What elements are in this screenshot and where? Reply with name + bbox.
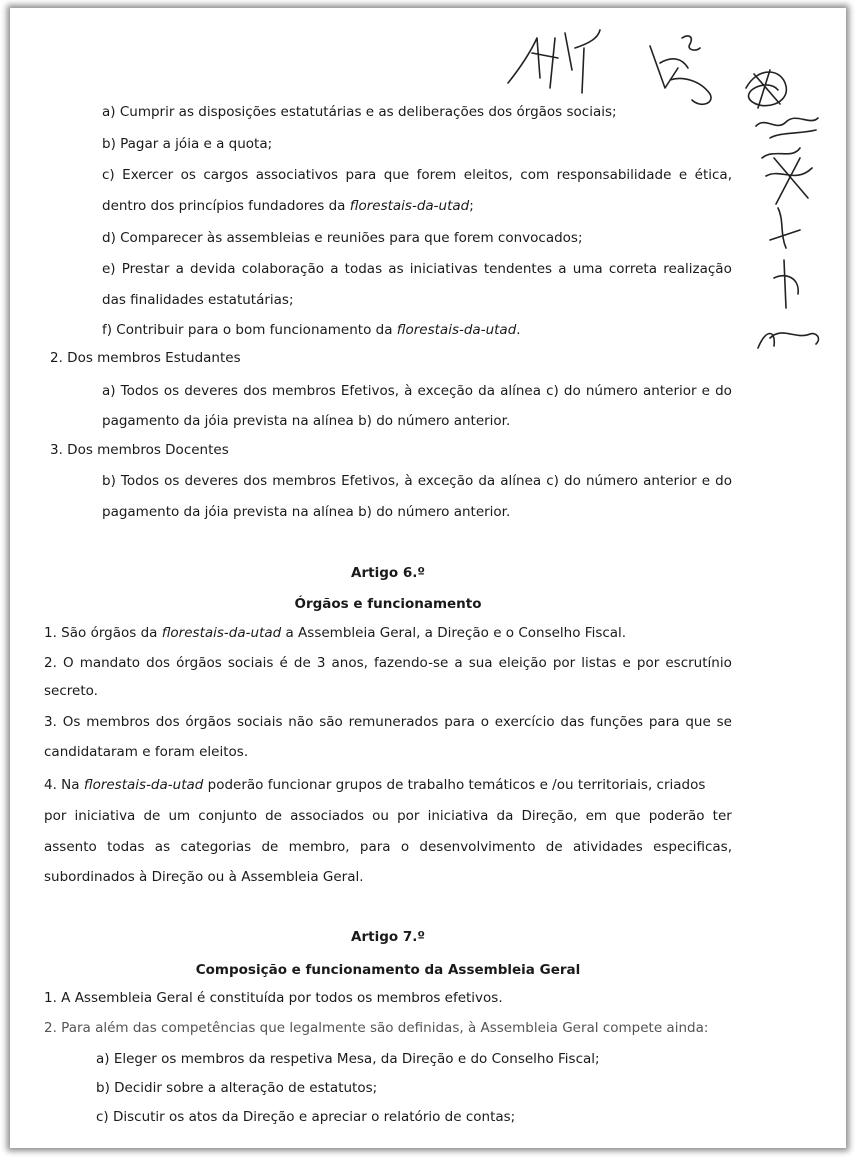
art5-point-2: 2. Dos membros Estudantes <box>50 350 241 366</box>
word: anos, <box>331 655 368 671</box>
word: alínea <box>500 473 542 489</box>
text-run: 4. Na <box>44 777 84 793</box>
word: da <box>478 473 496 489</box>
word: por <box>552 655 576 671</box>
word: se <box>716 714 732 730</box>
art5-item-a: a) Cumprir as disposições estatutárias e as deliberações dos órgãos sociais; <box>102 104 617 120</box>
art5-item-d: d) Comparecer às assembleias e reuniões para que forem convocados; <box>102 230 583 246</box>
word: c) <box>102 167 115 183</box>
word: que <box>685 714 711 730</box>
word: e <box>678 167 688 183</box>
word: da <box>478 383 495 399</box>
art7-title: Composição e funcionamento da Assembleia Geral <box>195 962 581 978</box>
word: a <box>330 261 339 277</box>
word: por <box>44 808 67 824</box>
art7-item-a: a) Eleger os membros da respetiva Mesa, da Direção e do Conselho Fiscal; <box>96 1051 600 1067</box>
word: deveres <box>184 383 238 399</box>
word: cargos <box>203 167 249 183</box>
document-page <box>10 8 846 1148</box>
word: das <box>560 714 585 730</box>
word: não <box>288 714 314 730</box>
art5-item-c-line1 <box>102 166 732 184</box>
word: desenvolvimento <box>419 839 536 855</box>
word: c) <box>546 473 559 489</box>
word: iniciativa <box>427 808 489 824</box>
word: para <box>444 714 475 730</box>
word: são <box>319 714 343 730</box>
word: uma <box>572 261 603 277</box>
word: que <box>383 167 410 183</box>
word: e <box>701 473 711 489</box>
word: b) <box>102 473 116 489</box>
word: os <box>163 383 180 399</box>
word: devida <box>190 261 236 277</box>
word: de <box>293 655 311 671</box>
word: Todos <box>120 473 159 489</box>
org-name: florestais-da-utad <box>396 322 517 338</box>
word: ter <box>712 808 732 824</box>
art6-para-3-line2: candidataram e foram eleitos. <box>44 744 249 760</box>
word: membros <box>86 714 150 730</box>
word: de <box>143 808 161 824</box>
word: Prestar <box>121 261 170 277</box>
word: deveres <box>184 473 239 489</box>
word: de <box>261 839 279 855</box>
art7-para-1: 1. A Assembleia Geral é constituída por todos os membros efetivos. <box>44 990 503 1006</box>
art6-para-3-line1 <box>44 713 732 731</box>
word: e) <box>102 261 116 277</box>
word: dos <box>243 383 267 399</box>
org-name: florestais-da-utad <box>83 777 204 793</box>
word: Efetivos, <box>340 383 400 399</box>
word: em <box>585 808 608 824</box>
word: dos <box>243 473 268 489</box>
word: o <box>480 714 489 730</box>
word: funções <box>590 714 644 730</box>
word: é <box>279 655 288 671</box>
word: sua <box>468 655 493 671</box>
word: eleitos, <box>463 167 513 183</box>
word: 3. <box>44 714 57 730</box>
text-run: dentro dos princípios fundadores da <box>102 198 350 214</box>
word: sociais <box>227 655 274 671</box>
art5-item-e-line1 <box>102 260 732 278</box>
word: Exercer <box>122 167 174 183</box>
word: com <box>520 167 550 183</box>
word: exercício <box>494 714 555 730</box>
word: os <box>180 167 196 183</box>
word: anterior <box>643 383 697 399</box>
word: a <box>558 261 567 277</box>
word: por <box>397 808 420 824</box>
word: remunerados <box>348 714 439 730</box>
word: Direção, <box>521 808 578 824</box>
word: membros <box>272 473 336 489</box>
word: para <box>648 714 680 730</box>
word: os <box>164 473 180 489</box>
art7-para-2: 2. Para além das competências que legalmente são definidas, à Assembleia Geral compete ainda: <box>44 1020 709 1036</box>
word: um <box>168 808 191 824</box>
word: membros <box>272 383 336 399</box>
word: da <box>496 808 514 824</box>
word: o <box>400 839 410 855</box>
art5-point-3-b-line2: pagamento da jóia prevista na alínea b) do número anterior. <box>102 504 511 520</box>
text-run: poderão funcionar grupos de trabalho temáticos e /ou territoriais, criados <box>203 777 706 793</box>
word: dos <box>155 714 180 730</box>
word: Efetivos, <box>341 473 400 489</box>
org-name: florestais-da-utad <box>349 198 470 214</box>
art5-item-e-line2: das finalidades estatutárias; <box>102 292 294 308</box>
word: dos <box>146 655 171 671</box>
word: do <box>715 383 732 399</box>
word: Os <box>62 714 81 730</box>
word: alínea <box>500 383 542 399</box>
word: que <box>615 808 641 824</box>
art6-para-4-line1 <box>44 776 732 794</box>
word: c) <box>546 383 559 399</box>
word: escrutínio <box>665 655 732 671</box>
word: número <box>585 473 639 489</box>
word: iniciativas <box>409 261 478 277</box>
word: forem <box>416 167 457 183</box>
word: conjunto <box>198 808 257 824</box>
art6-para-2-line1 <box>44 654 732 672</box>
word: 2. <box>44 655 57 671</box>
word: eleição <box>498 655 547 671</box>
word: especificas, <box>653 839 732 855</box>
word: ou <box>372 808 389 824</box>
word: colaboração <box>241 261 325 277</box>
word: atividades <box>572 839 643 855</box>
word: por <box>636 655 660 671</box>
art7-heading: Artigo 7.º <box>351 929 425 945</box>
word: a <box>454 655 463 671</box>
art6-para-4-line3 <box>44 838 732 856</box>
word: tendentes <box>483 261 553 277</box>
word: iniciativa <box>74 808 136 824</box>
word: e <box>701 383 710 399</box>
art5-item-b: b) Pagar a jóia e a quota; <box>102 136 273 152</box>
text-run: ; <box>469 198 474 214</box>
word: à <box>404 383 413 399</box>
word: correta <box>608 261 657 277</box>
art6-para-4-line4: subordinados à Direção ou à Assembleia Geral. <box>44 869 364 885</box>
art6-heading: Artigo 6.º <box>351 565 425 581</box>
art7-item-c: c) Discutir os atos da Direção e apreciar o relatório de contas; <box>96 1109 516 1125</box>
word: órgãos <box>176 655 222 671</box>
word: realização <box>663 261 732 277</box>
word: para <box>345 167 377 183</box>
word: listas <box>581 655 617 671</box>
word: do <box>564 473 581 489</box>
text-run: 1. São órgãos da <box>44 625 162 641</box>
word: 3 <box>316 655 326 671</box>
word: assento <box>44 839 97 855</box>
text-run: f) Contribuir para o bom funcionamento da <box>102 322 397 338</box>
word: fazendo-se <box>374 655 449 671</box>
art6-para-2-line2: secreto. <box>44 683 98 699</box>
text-run: . <box>516 322 521 338</box>
handwritten-signatures <box>10 8 846 368</box>
word: a) <box>102 383 116 399</box>
word: e <box>622 655 631 671</box>
word: poderão <box>648 808 705 824</box>
art5-point-2-a-line1 <box>102 382 732 400</box>
word: de <box>265 808 282 824</box>
art6-title: Órgãos e funcionamento <box>294 596 482 612</box>
art6-para-4-line2 <box>44 807 732 825</box>
art5-item-c-line2 <box>102 197 474 215</box>
word: todas <box>344 261 383 277</box>
word: a <box>175 261 184 277</box>
art5-point-3: 3. Dos membros Docentes <box>50 442 229 458</box>
word: mandato <box>79 655 141 671</box>
org-name: florestais-da-utad <box>161 625 282 641</box>
word: exceção <box>417 473 474 489</box>
word: as <box>154 839 171 855</box>
word: anterior <box>643 473 697 489</box>
word: ética, <box>694 167 732 183</box>
word: as <box>388 261 404 277</box>
word: de <box>545 839 563 855</box>
word: O <box>62 655 74 671</box>
word: associados <box>290 808 364 824</box>
word: associativos <box>255 167 339 183</box>
art5-point-3-b-line1 <box>102 472 732 490</box>
word: todas <box>107 839 145 855</box>
word: para <box>359 839 391 855</box>
word: categorias <box>180 839 252 855</box>
art5-item-f <box>102 321 521 339</box>
word: exceção <box>417 383 474 399</box>
word: do <box>715 473 732 489</box>
word: sociais <box>236 714 283 730</box>
art6-para-1 <box>44 624 626 642</box>
word: Todos <box>120 383 159 399</box>
word: do <box>563 383 581 399</box>
word: órgãos <box>185 714 232 730</box>
word: responsabilidade <box>556 167 672 183</box>
word: membro, <box>288 839 350 855</box>
art5-point-2-a-line2: pagamento da jóia prevista na alínea b) do número anterior. <box>102 413 511 429</box>
text-run: a Assembleia Geral, a Direção e o Conselho Fiscal. <box>281 625 627 641</box>
word: à <box>404 473 413 489</box>
art7-item-b: b) Decidir sobre a alteração de estatutos; <box>96 1080 378 1096</box>
word: número <box>585 383 638 399</box>
